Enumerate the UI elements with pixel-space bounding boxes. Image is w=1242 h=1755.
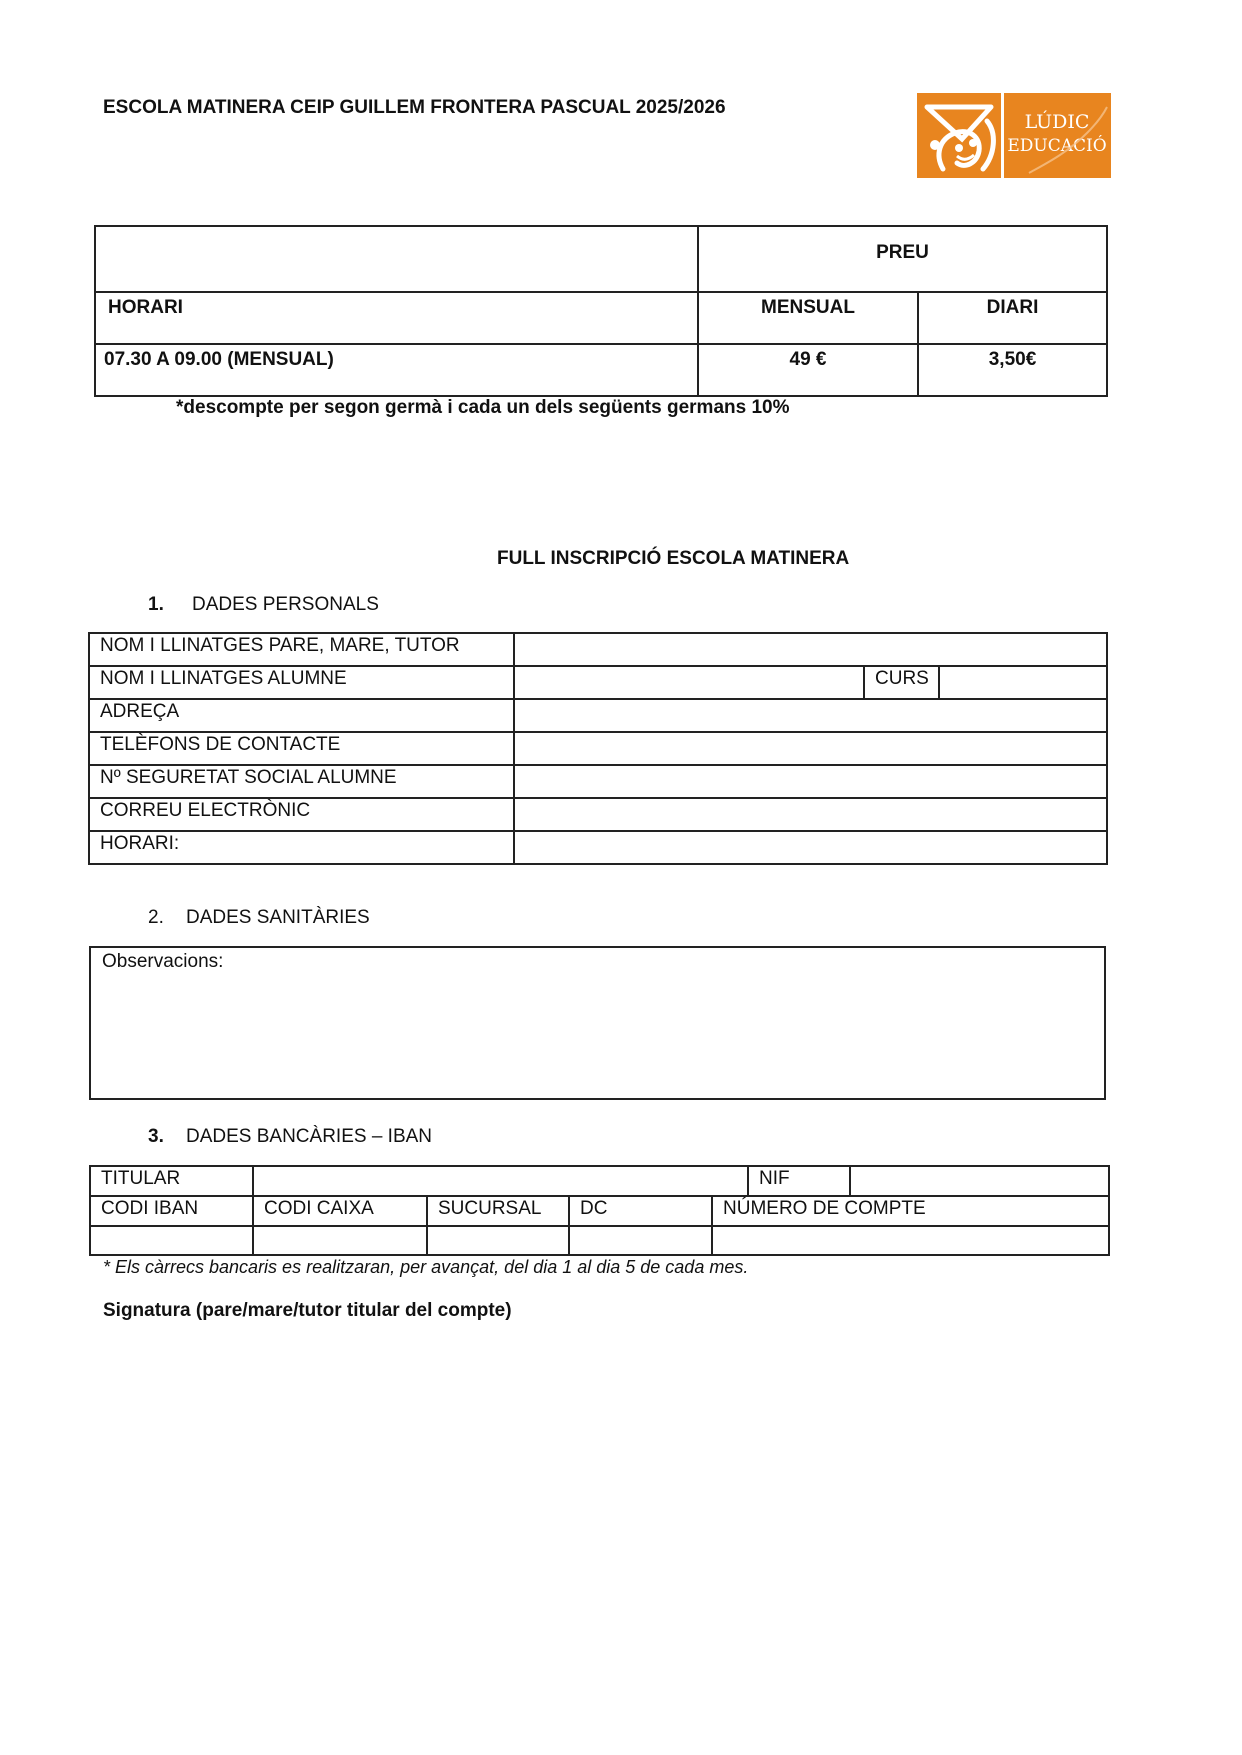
preu-header: PREU: [698, 226, 1107, 292]
logo-line2: EDUCACIÓ: [1007, 136, 1107, 156]
logo-line1: LÚDIC: [1024, 111, 1090, 133]
monthly-price: 49 €: [698, 344, 918, 396]
observations-box[interactable]: [89, 946, 1106, 1100]
section3-number: 3.: [148, 1126, 164, 1147]
sucursal-label: SUCURSAL: [427, 1196, 569, 1226]
form-title: FULL INSCRIPCIÓ ESCOLA MATINERA: [497, 548, 850, 569]
section3-heading: [148, 1126, 432, 1148]
bank-data-table: [89, 1165, 1110, 1256]
curs-field[interactable]: [939, 666, 1107, 699]
diari-header: DIARI: [918, 292, 1107, 344]
social-security-label: Nº SEGURETAT SOCIAL ALUMNE: [89, 765, 514, 798]
address-field[interactable]: [514, 699, 1107, 732]
price-table: [94, 225, 1108, 397]
dc-field[interactable]: [569, 1226, 712, 1255]
mensual-header: MENSUAL: [698, 292, 918, 344]
nif-label: NIF: [748, 1166, 850, 1196]
phone-label: TELÈFONS DE CONTACTE: [89, 732, 514, 765]
bank-charges-note: * Els càrrecs bancaris es realitzaran, per avançat, del dia 1 al dia 5 de cada mes.: [103, 1257, 749, 1277]
email-label: CORREU ELECTRÒNIC: [89, 798, 514, 831]
titular-label: TITULAR: [90, 1166, 253, 1196]
sucursal-field[interactable]: [427, 1226, 569, 1255]
schedule-label: HORARI:: [89, 831, 514, 864]
parent-name-field[interactable]: [514, 633, 1107, 666]
dc-label: DC: [569, 1196, 712, 1226]
section1-heading: [148, 594, 379, 616]
daily-price: 3,50€: [918, 344, 1107, 396]
section2-heading: [148, 907, 370, 929]
parent-name-label: NOM I LLINATGES PARE, MARE, TUTOR: [89, 633, 514, 666]
student-name-label: NOM I LLINATGES ALUMNE: [89, 666, 514, 699]
observations-label: Observacions:: [102, 951, 224, 972]
codi-iban-field[interactable]: [90, 1226, 253, 1255]
nif-field[interactable]: [850, 1166, 1109, 1196]
codi-iban-label: CODI IBAN: [90, 1196, 253, 1226]
email-field[interactable]: [514, 798, 1107, 831]
titular-field[interactable]: [253, 1166, 748, 1196]
account-number-field[interactable]: [712, 1226, 1109, 1255]
address-label: ADREÇA: [89, 699, 514, 732]
document-title: ESCOLA MATINERA CEIP GUILLEM FRONTERA PASCUAL 2025/2026: [103, 97, 726, 118]
schedule-field[interactable]: [514, 831, 1107, 864]
section2-number: 2.: [148, 907, 164, 928]
horari-header: HORARI: [95, 292, 698, 344]
account-number-label: NÚMERO DE COMPTE: [712, 1196, 1109, 1226]
codi-caixa-field[interactable]: [253, 1226, 427, 1255]
ludic-educacio-logo: [917, 93, 1111, 178]
codi-caixa-label: CODI CAIXA: [253, 1196, 427, 1226]
section1-title: DADES PERSONALS: [192, 594, 379, 615]
signature-label: Signatura (pare/mare/tutor titular del compte): [103, 1300, 512, 1321]
section1-number: 1.: [148, 594, 164, 615]
section2-title: DADES SANITÀRIES: [186, 907, 370, 928]
section3-title: DADES BANCÀRIES – IBAN: [186, 1126, 433, 1147]
social-security-field[interactable]: [514, 765, 1107, 798]
personal-data-table: [88, 632, 1108, 865]
price-table-empty-cell: [95, 226, 698, 292]
student-name-field[interactable]: [514, 666, 864, 699]
discount-note: *descompte per segon germà i cada un dels següents germans 10%: [176, 397, 790, 418]
curs-label: CURS: [864, 666, 939, 699]
phone-field[interactable]: [514, 732, 1107, 765]
schedule-row-label: 07.30 A 09.00 (MENSUAL): [95, 344, 698, 396]
